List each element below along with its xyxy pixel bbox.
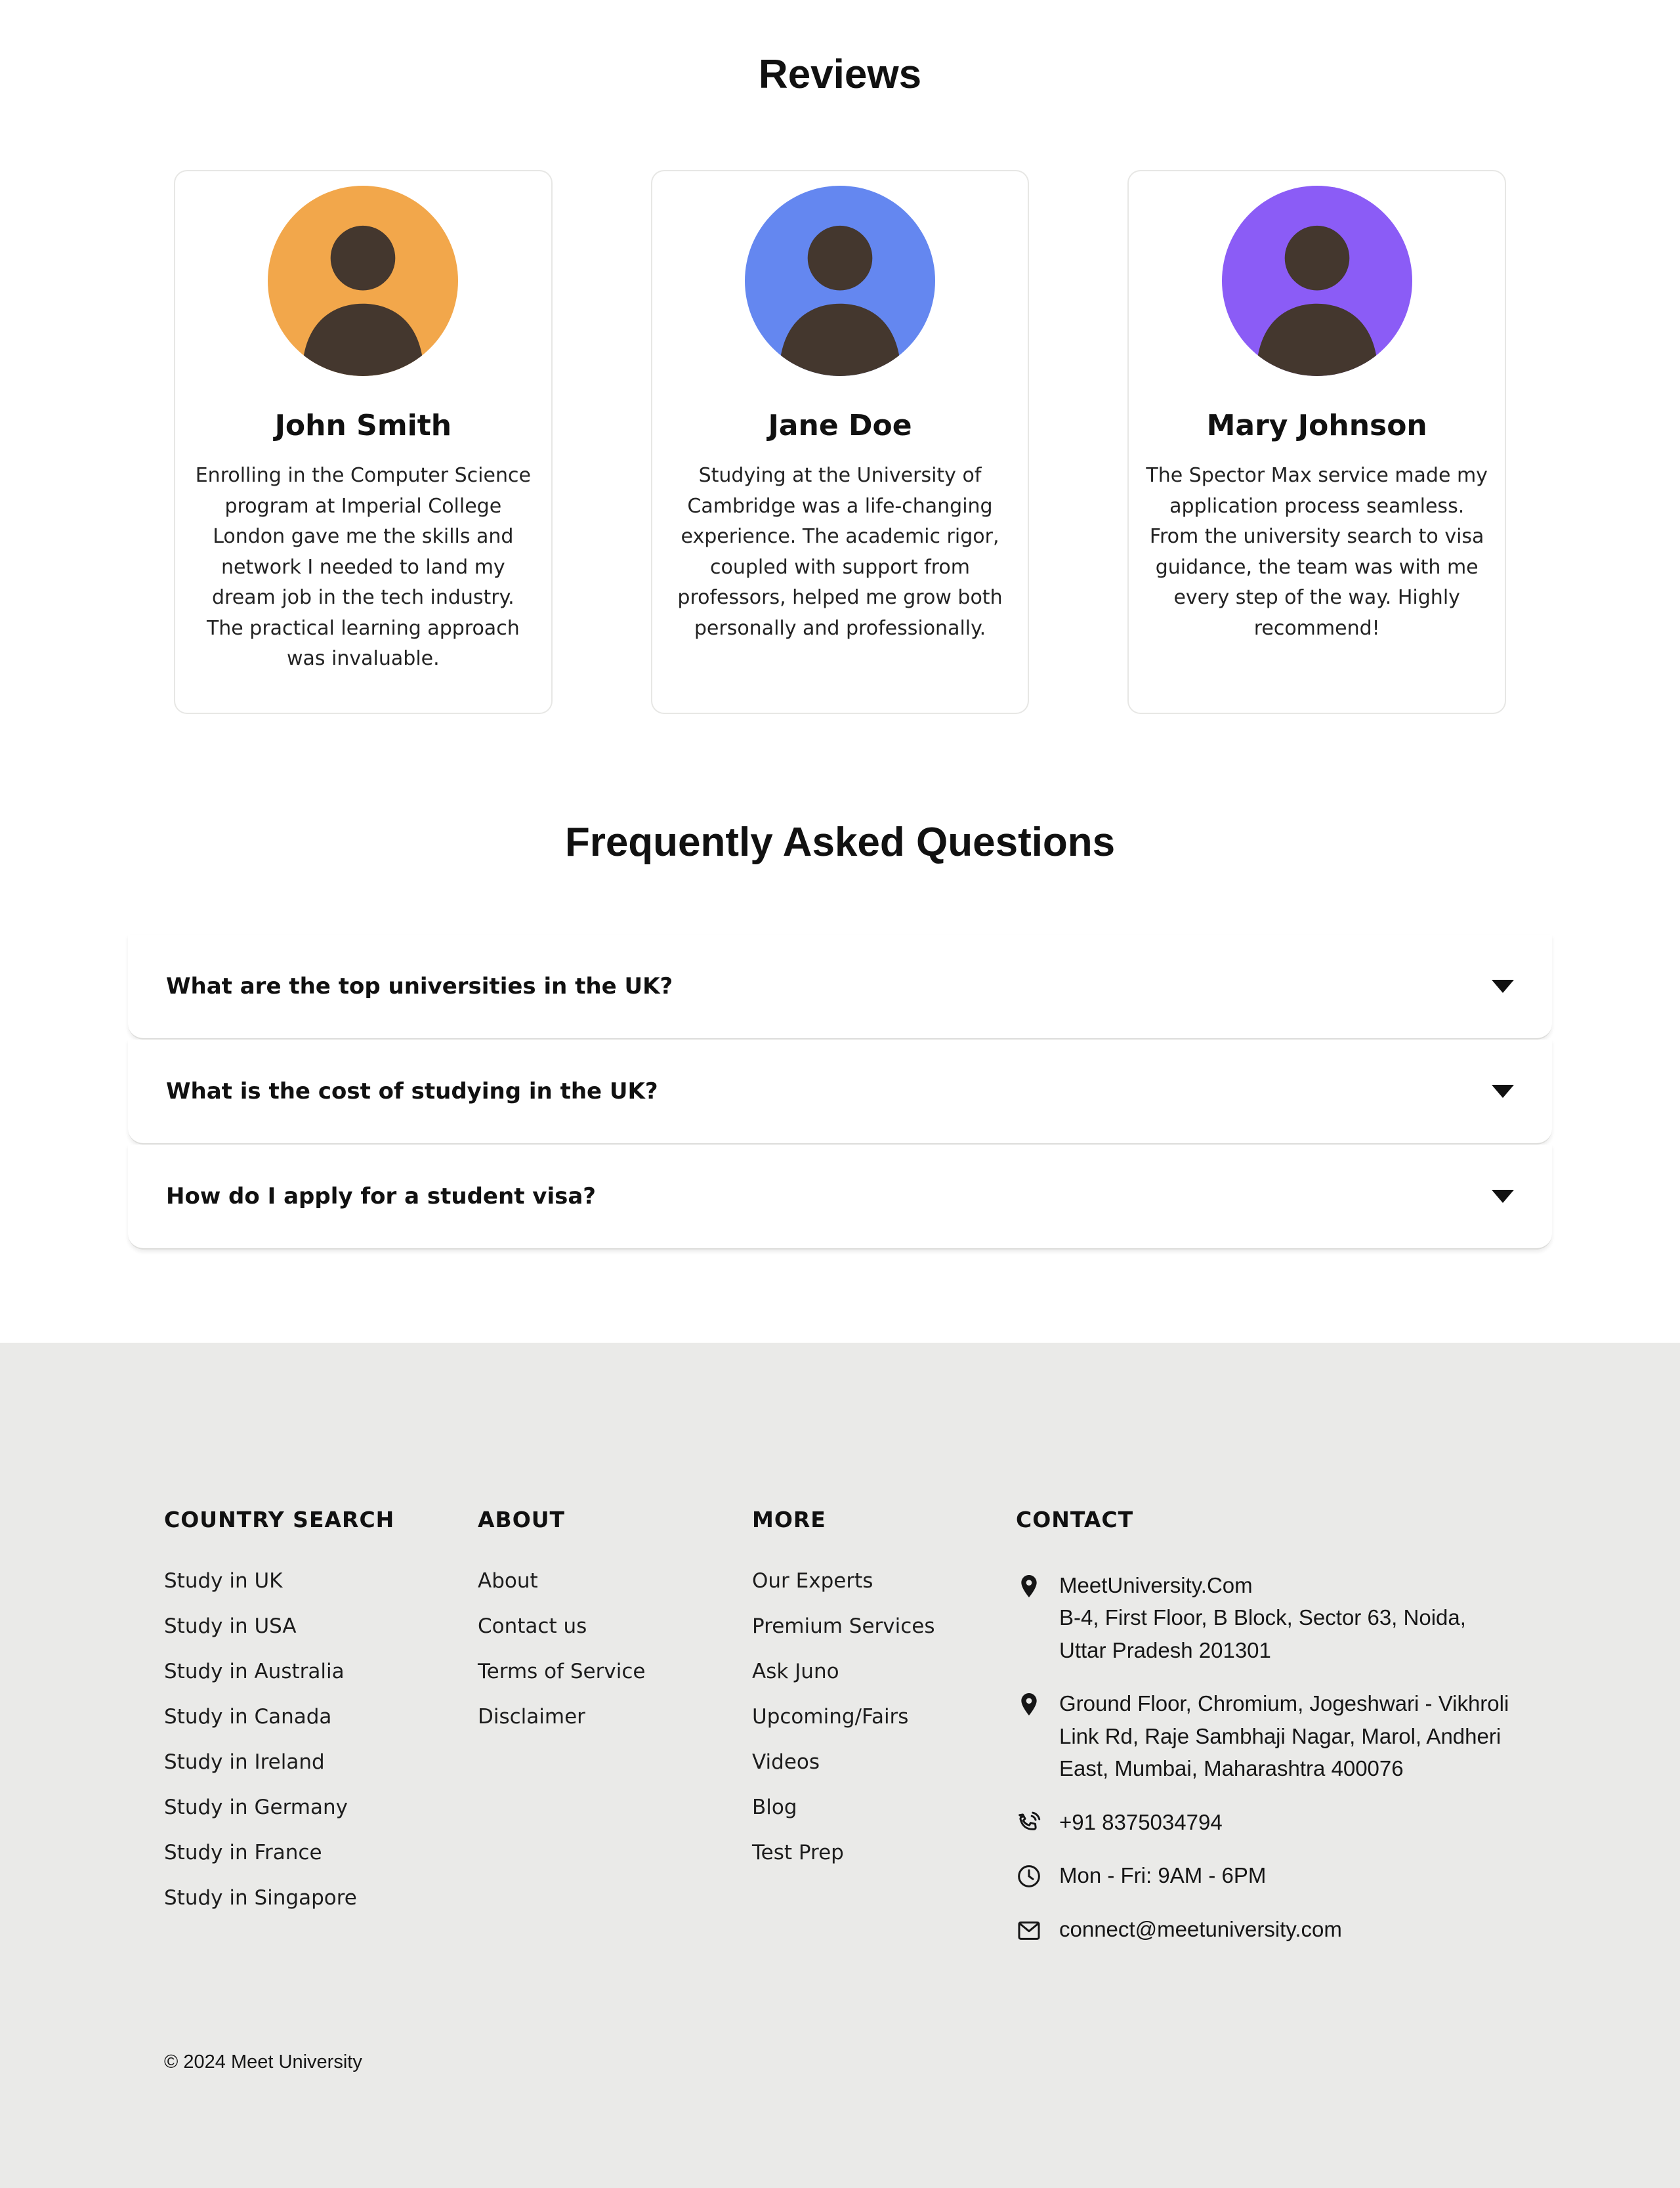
contact-email [1016,1913,1516,1946]
footer-link-study-in-france[interactable]: Study in France [164,1841,478,1864]
review-card [651,170,1030,714]
footer-heading-about: ABOUT [478,1507,752,1532]
person-photo-icon [745,186,935,376]
reviewer-name: Jane Doe [669,409,1011,442]
footer-heading-more: MORE [752,1507,1016,1532]
phone-icon [1016,1806,1045,1839]
footer-link-videos[interactable]: Videos [752,1750,1016,1774]
footer-link-disclaimer[interactable]: Disclaimer [478,1705,752,1729]
person-photo-icon [1222,186,1412,376]
footer-heading-contact: CONTACT [1016,1507,1516,1532]
contact-list [1016,1569,1516,1946]
contact-phone-number[interactable]: +91 8375034794 [1059,1806,1223,1839]
faq-item-student-visa[interactable] [128,1145,1552,1250]
footer-link-study-in-ireland[interactable]: Study in Ireland [164,1750,478,1774]
footer-link-study-in-australia[interactable]: Study in Australia [164,1660,478,1683]
contact-org-name: MeetUniversity.Com [1059,1569,1516,1602]
location-pin-icon [1016,1569,1045,1667]
footer-column-country-search [164,1507,478,1967]
email-icon [1016,1913,1045,1946]
footer-columns [164,1507,1516,1967]
chevron-down-icon [1492,1085,1514,1098]
more-links [752,1569,1016,1864]
avatar [268,186,458,376]
contact-hours [1016,1859,1516,1892]
clock-icon [1016,1859,1045,1892]
contact-address-noida [1016,1569,1516,1667]
faq-item-top-universities[interactable] [128,935,1552,1040]
faq-question: What is the cost of studying in the UK? [166,1078,658,1105]
footer-link-study-in-germany[interactable]: Study in Germany [164,1796,478,1819]
footer-link-upcoming-fairs[interactable]: Upcoming/Fairs [752,1705,1016,1729]
footer-link-contact-us[interactable]: Contact us [478,1614,752,1638]
footer-column-more [752,1507,1016,1967]
contact-phone [1016,1806,1516,1839]
contact-hours-text: Mon - Fri: 9AM - 6PM [1059,1859,1266,1892]
footer-link-our-experts[interactable]: Our Experts [752,1569,1016,1593]
avatar [1222,186,1412,376]
footer-link-study-in-usa[interactable]: Study in USA [164,1614,478,1638]
footer [0,1343,1680,2188]
country-search-links [164,1569,478,1910]
footer-link-blog[interactable]: Blog [752,1796,1016,1819]
faq-question: How do I apply for a student visa? [166,1183,596,1210]
faq-question: What are the top universities in the UK? [166,973,673,999]
footer-link-study-in-singapore[interactable]: Study in Singapore [164,1886,478,1910]
contact-email-address[interactable]: connect@meetuniversity.com [1059,1913,1342,1946]
contact-address-text: Ground Floor, Chromium, Jogeshwari - Vikhroli Link Rd, Raje Sambhaji Nagar, Marol, Andheri East, Mumbai, Maharashtra 400076 [1059,1687,1516,1785]
footer-heading-country-search: COUNTRY SEARCH [164,1507,478,1532]
reviews-heading: Reviews [0,0,1680,98]
review-text: Studying at the University of Cambridge was a life-changing experience. The academic rigor, coupled with support from professors, helped me grow both personally and professionally. [669,461,1011,644]
contact-address-text [1059,1569,1516,1667]
copyright-text: © 2024 Meet University [164,2051,1516,2073]
footer-link-about[interactable]: About [478,1569,752,1593]
review-text: Enrolling in the Computer Science program at Imperial College London gave me the skills and network I needed to land my dream job in the tech industry. The practical learning approach was invaluable. [192,461,534,675]
contact-address-line: B-4, First Floor, B Block, Sector 63, Noida, Uttar Pradesh 201301 [1059,1605,1466,1662]
review-card [1127,170,1506,714]
footer-link-terms-of-service[interactable]: Terms of Service [478,1660,752,1683]
about-links [478,1569,752,1729]
footer-link-study-in-uk[interactable]: Study in UK [164,1569,478,1593]
chevron-down-icon [1492,980,1514,993]
avatar [745,186,935,376]
footer-column-about [478,1507,752,1967]
footer-link-premium-services[interactable]: Premium Services [752,1614,1016,1638]
location-pin-icon [1016,1687,1045,1785]
faq-list [128,935,1552,1250]
person-photo-icon [268,186,458,376]
faq-section [0,819,1680,1250]
review-text: The Spector Max service made my application process seamless. From the university search to visa guidance, the team was with me every step of the way. Highly recommend! [1146,461,1488,644]
review-card [174,170,553,714]
contact-address-mumbai [1016,1687,1516,1785]
faq-heading: Frequently Asked Questions [0,819,1680,866]
faq-item-cost-of-studying[interactable] [128,1040,1552,1145]
reviews-section [0,0,1680,714]
reviewer-name: John Smith [192,409,534,442]
footer-link-ask-juno[interactable]: Ask Juno [752,1660,1016,1683]
review-cards-row [174,170,1506,714]
reviewer-name: Mary Johnson [1146,409,1488,442]
footer-link-study-in-canada[interactable]: Study in Canada [164,1705,478,1729]
chevron-down-icon [1492,1190,1514,1203]
footer-column-contact [1016,1507,1516,1967]
footer-link-test-prep[interactable]: Test Prep [752,1841,1016,1864]
